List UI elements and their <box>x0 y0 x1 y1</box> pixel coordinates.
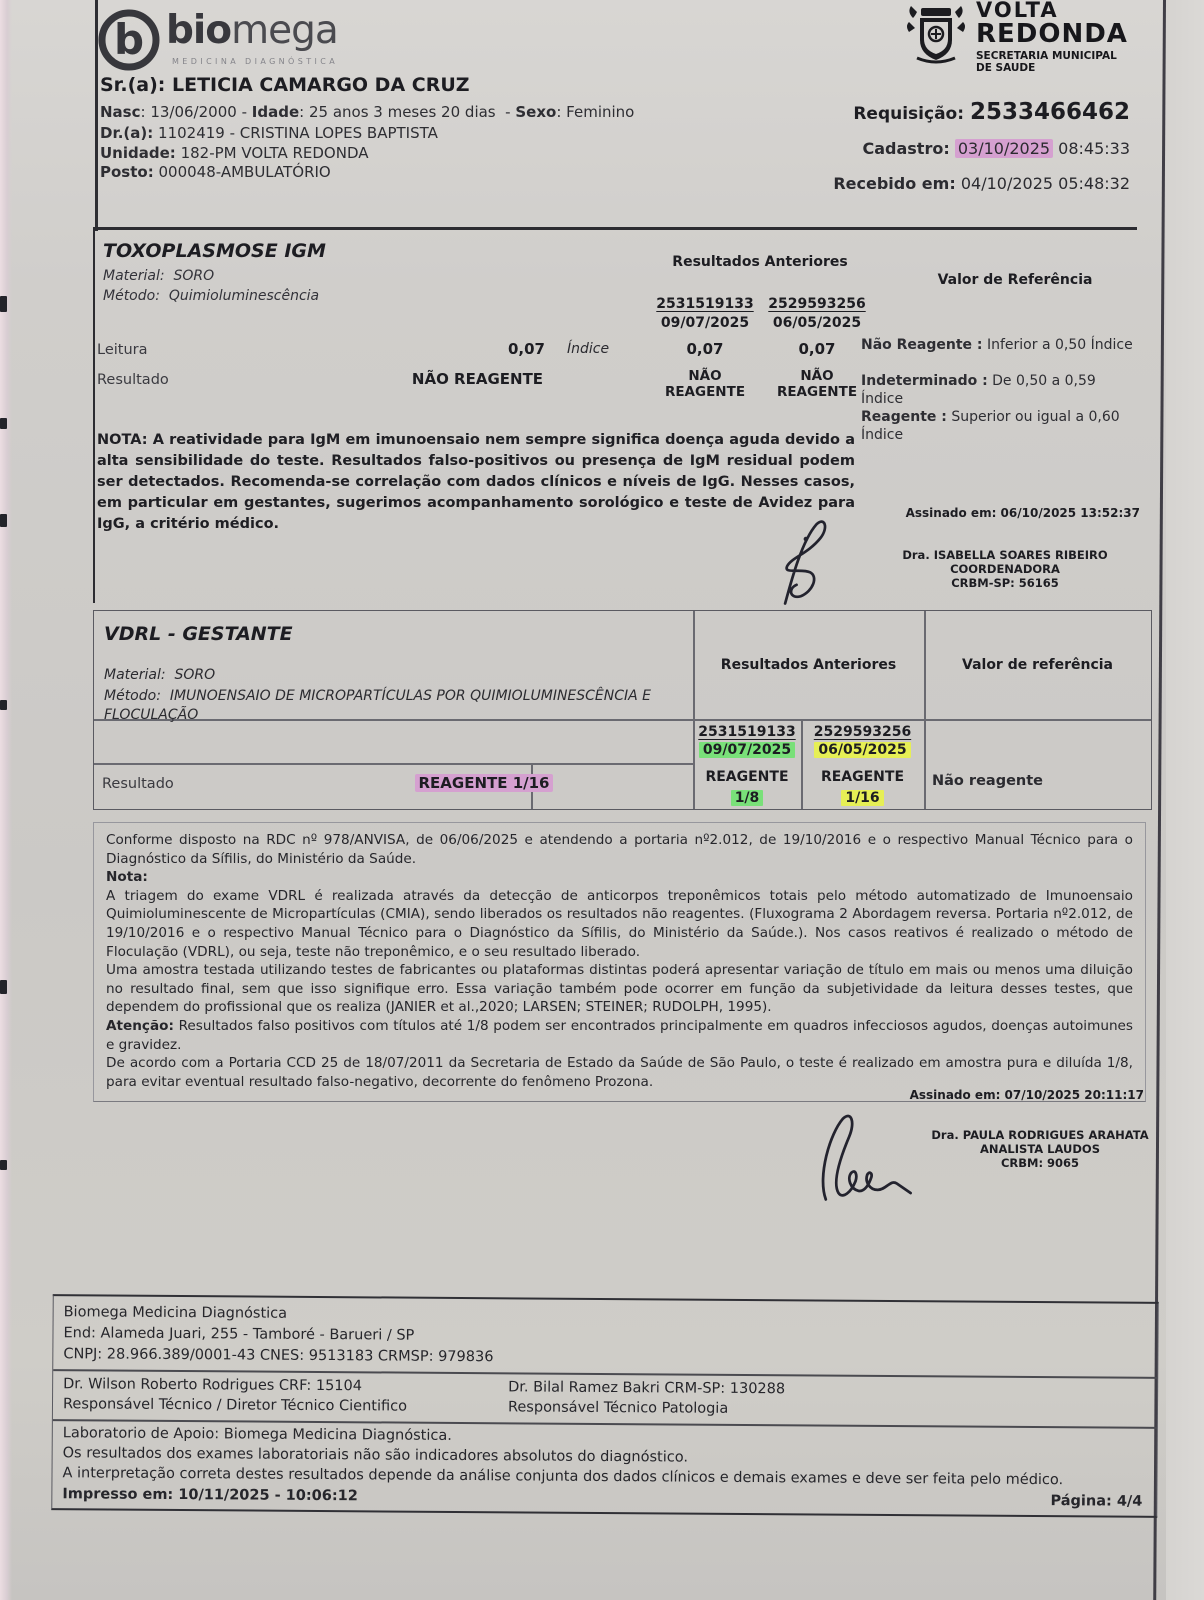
ref3-text: Superior ou igual a 0,60 Índice <box>861 409 1120 443</box>
toxo-leitura-unit: Índice <box>567 341 610 357</box>
toxo-metodo-line <box>103 288 319 304</box>
vdrl-prev2-date <box>801 742 924 758</box>
vdrl-section <box>93 610 1152 810</box>
svg-text:b: b <box>113 15 145 64</box>
patient-name-line <box>100 74 470 96</box>
toxo-ref-header: Valor de Referência <box>937 272 1093 288</box>
cadastro-line <box>862 139 1130 158</box>
toxo-prev-header: Resultados Anteriores <box>672 254 848 270</box>
vdrl-paragraph-4 <box>106 1017 1133 1054</box>
material-value: SORO <box>173 268 215 284</box>
vdrl-prev1-date-highlight: 09/07/2025 <box>699 742 795 758</box>
biomega-logo-icon <box>96 6 162 72</box>
cadastro-time: 08:45:33 <box>1058 139 1130 158</box>
dr-label: Dr.(a): <box>100 124 154 142</box>
footer-resp2-name: Dr. Bilal Ramez Bakri CRM-SP: 130288 <box>508 1379 786 1398</box>
vdrl-resultado-value-highlight: REAGENTE 1/16 <box>415 774 552 792</box>
vdrl-prev-header: Resultados Anteriores <box>720 657 897 673</box>
recebido-line <box>833 174 1130 193</box>
municipality-name-2: REDONDA <box>976 19 1128 49</box>
toxo-prev2-req: 2529593256 <box>768 296 866 312</box>
toxo-signer-block <box>870 548 1140 590</box>
vdrl-prev2-titer-highlight: 1/16 <box>841 790 883 806</box>
vdrl-prev1-titer-wrap <box>693 787 801 806</box>
signer-name: Dra. ISABELLA SOARES RIBEIRO <box>902 548 1108 562</box>
toxo-ref-line-3 <box>861 408 1137 444</box>
toxo-prev1-leitura: 0,07 <box>686 340 724 358</box>
brand-light: mega <box>231 8 338 53</box>
toxoplasmose-section <box>93 227 1140 603</box>
cadastro-label: Cadastro: <box>862 139 950 158</box>
scan-edge-mark <box>0 700 7 710</box>
metodo-value: IMUNOENSAIO DE MICROPARTÍCULAS POR QUIMIOLUMINESCÊNCIA E FLOCULAÇÃO <box>104 688 652 723</box>
vdrl-paragraph-5: De acordo com a Portaria CCD 25 de 18/07/2011 da Secretaria de Estado da Saúde de São Paulo, o teste é realizado em amostra pura e diluída 1/8, para evitar eventual resultado falso-negativo, decorrente do fenômeno Prozona. <box>106 1055 1133 1090</box>
patient-name: LETICIA CAMARGO DA CRUZ <box>171 74 470 96</box>
scan-edge-mark <box>0 1160 7 1170</box>
signature-isabella-icon <box>743 512 873 616</box>
vdrl-notes-block <box>93 822 1146 1102</box>
footer-support-lab: Laboratorio de Apoio: Biomega Medicina Diagnóstica. <box>62 1425 452 1444</box>
toxo-prev1-req: 2531519133 <box>656 296 754 312</box>
ref2-label: Indeterminado : <box>861 373 988 389</box>
material-label: Material: <box>103 268 165 284</box>
requisicao-number: 2533466462 <box>969 99 1130 125</box>
vdrl-signer-block <box>915 1128 1165 1170</box>
metodo-label: Método: <box>104 688 161 704</box>
footer-registry: CNPJ: 28.966.389/0001-43 CNES: 9513183 CRMSP: 979836 <box>63 1346 494 1366</box>
toxo-ref-line-2 <box>861 372 1137 408</box>
toxo-prev2-resultado: NÃO REAGENTE <box>776 368 858 400</box>
municipality-dept-1: SECRETARIA MUNICIPAL <box>976 50 1117 62</box>
posto-value: 000048-AMBULATÓRIO <box>158 163 331 181</box>
idade-value: 25 anos 3 meses 20 dias <box>308 103 496 121</box>
footer-printed-timestamp: Impresso em: 10/11/2025 - 10:06:12 <box>62 1486 358 1505</box>
footer-page-number: Página: 4/4 <box>1050 1493 1143 1510</box>
ref3-label: Reagente : <box>861 409 947 425</box>
vdrl-prev1-date <box>693 742 801 758</box>
toxo-prev1-resultado: NÃO REAGENTE <box>664 368 746 400</box>
volta-redonda-crest-icon <box>903 2 969 64</box>
vdrl-resultado-label: Resultado <box>102 776 174 792</box>
vdrl-title: VDRL - GESTANTE <box>104 623 293 645</box>
scan-edge-mark <box>0 296 7 312</box>
ref1-label: Não Reagente : <box>861 337 983 353</box>
dr-value: 1102419 - CRISTINA LOPES BAPTISTA <box>158 124 438 142</box>
signer-role: COORDENADORA <box>950 562 1060 576</box>
nasc-label: Nasc <box>100 103 141 121</box>
brand-bold: bio <box>166 8 232 53</box>
unidade-value: 182-PM VOLTA REDONDA <box>180 144 369 162</box>
patient-unit-line <box>100 144 369 162</box>
scan-edge-mark <box>0 514 7 527</box>
municipality-block <box>976 0 1128 74</box>
patient-birth-line: Nasc: 13/06/2000 - Idade: 25 anos 3 meses 20 dias - Sexo: Feminino <box>100 103 635 121</box>
requisicao-label: Requisição: <box>853 104 965 124</box>
municipality-dept-2: DE SAUDE <box>976 62 1036 74</box>
toxo-title: TOXOPLASMOSE IGM <box>103 240 326 262</box>
sexo-label: Sexo <box>515 103 557 121</box>
vdrl-prev2-result: REAGENTE <box>820 769 905 785</box>
vdrl-paragraph-2: A triagem do exame VDRL é realizada através da detecção de anticorpos treponêmicos totais pelo método automatizado de Imunoensaio Quimioluminescente de Micropartículas (CMIA), sendo liberados os resultados não reagentes. (Fluxograma 2 Abordagem reversa. Portaria nº2.012, de 19/10/2016 e o respectivo Manual Técnico para o Diagnóstico da Sífilis, do Ministério da Saúde.). Nos casos reativos é realizado o método de Floculação (VDRL), ou seja, teste não treponêmico, e o seu resultado liberado. <box>106 887 1133 960</box>
vdrl-prev1-req: 2531519133 <box>698 724 796 740</box>
signer-registry: CRBM-SP: 56165 <box>951 576 1059 590</box>
toxo-prev2-leitura: 0,07 <box>798 340 836 358</box>
vdrl-prev2-date-highlight: 06/05/2025 <box>814 742 910 758</box>
metodo-value: Quimioluminescência <box>168 288 320 304</box>
toxo-ref-line-1 <box>861 336 1137 354</box>
brand-tagline: MEDICINA DIAGNÓSTICA <box>172 57 339 66</box>
vdrl-paragraph-1: Conforme disposto na RDC nº 978/ANVISA, de 06/06/2025 e atendendo a portaria nº2.012, de 19/10/2016 e o respectivo Manual Técnico para o Diagnóstico da Sífilis, do Ministério da Saúde. <box>106 832 1133 867</box>
patient-post-line <box>100 163 331 181</box>
scan-right-margin <box>1166 0 1204 1600</box>
toxo-resultado-label: Resultado <box>97 372 169 388</box>
cadastro-date-highlight: 03/10/2025 <box>955 139 1053 158</box>
toxo-resultado-value: NÃO REAGENTE <box>411 370 544 388</box>
material-value: SORO <box>174 667 216 683</box>
vdrl-metodo-line <box>104 687 679 725</box>
footer-address: End: Alameda Juari, 255 - Tamboré - Barueri / SP <box>63 1325 415 1344</box>
toxo-signed-timestamp: Assinado em: 06/10/2025 13:52:37 <box>905 506 1140 520</box>
unidade-label: Unidade: <box>100 144 176 162</box>
vdrl-nota-label: Nota: <box>106 869 148 886</box>
toxo-leitura-label: Leitura <box>97 342 148 358</box>
toxo-prev1-date: 09/07/2025 <box>660 315 750 331</box>
footer-resp2-role: Responsável Técnico Patologia <box>507 1399 729 1417</box>
posto-label: Posto: <box>100 163 154 181</box>
scan-left-edge <box>0 0 12 1600</box>
vdrl-left-row-divider <box>94 763 693 765</box>
recebido-value: 04/10/2025 05:48:32 <box>960 174 1130 193</box>
material-label: Material: <box>104 667 166 683</box>
signer-role: ANALISTA LAUDOS <box>980 1142 1100 1156</box>
vdrl-resultado-value-wrap <box>399 773 569 792</box>
vdrl-prev1-result: REAGENTE <box>705 769 789 785</box>
vdrl-prev2-req: 2529593256 <box>813 724 912 740</box>
toxo-nota: NOTA: A reatividade para IgM em imunoensaio nem sempre significa doença aguda devido a alta sensibilidade do teste. Resultados falso-positivos ou presença de IgM residual podem ser detectados. Recomenda-se correlação com dados clínicos e níveis de IgG. Nesses casos, em particular em gestantes, sugerimos acompanhamento sorológico e teste de Avidez para IgG, a critério médico. <box>97 432 855 532</box>
vdrl-atencao-label: Atenção: <box>106 1017 174 1034</box>
footer-lab-name: Biomega Medicina Diagnóstica <box>63 1304 288 1322</box>
scan-edge-mark <box>0 980 7 994</box>
footer-disclaimer-2: A interpretação correta destes resultados depende da análise conjunta dos dados clínicos e demais exames e deve ser feita pelo médico. <box>62 1465 1064 1489</box>
vdrl-col-divider <box>924 611 926 809</box>
footer-block <box>51 1294 1158 1518</box>
ref1-text: Inferior a 0,50 Índice <box>986 337 1133 353</box>
recebido-label: Recebido em: <box>833 174 956 193</box>
metodo-label: Método: <box>103 288 160 304</box>
footer-resp1-name: Dr. Wilson Roberto Rodrigues CRF: 15104 <box>63 1376 363 1395</box>
footer-resp1-role: Responsável Técnico / Diretor Técnico Cientifico <box>62 1396 408 1415</box>
signer-registry: CRBM: 9065 <box>1000 1156 1080 1170</box>
vdrl-prev2-titer-wrap <box>801 787 924 806</box>
sexo-value: Feminino <box>566 103 635 121</box>
ref2-text: De 0,50 a 0,59 Índice <box>861 373 1096 407</box>
vdrl-material-line <box>104 667 215 683</box>
vdrl-prev1-titer-highlight: 1/8 <box>731 790 764 806</box>
toxo-prev2-date: 06/05/2025 <box>772 315 862 331</box>
vdrl-atencao-text: Resultados falso positivos com títulos até 1/8 podem ser encontrados principalmente em quadros infecciosos agudos, doenças autoimunes e gravidez. <box>106 1017 1134 1053</box>
footer-disclaimer-1: Os resultados dos exames laboratoriais não são indicadores absolutos do diagnóstico. <box>62 1445 689 1466</box>
municipality-name-1: VOLTA <box>976 0 1059 22</box>
patient-name-label: Sr.(a): <box>100 74 166 96</box>
scan-edge-mark <box>0 418 7 429</box>
patient-doctor-line <box>100 124 438 142</box>
signer-name: Dra. PAULA RODRIGUES ARAHATA <box>931 1128 1149 1142</box>
requisition-line <box>853 99 1130 125</box>
vdrl-signed-timestamp: Assinado em: 07/10/2025 20:11:17 <box>909 1088 1144 1102</box>
nasc-value: 13/06/2000 <box>150 103 237 121</box>
signature-paula-icon <box>795 1104 935 1210</box>
vdrl-ref-value: Não reagente <box>932 773 1044 789</box>
toxo-material-line <box>103 268 214 284</box>
separator: - <box>241 103 247 121</box>
separator: - <box>505 103 511 121</box>
vdrl-paragraph-3: Uma amostra testada utilizando testes de fabricantes ou plataformas distintas poderá apresentar variação de título em mais ou menos uma diluição no resultado final, sem que isso signifique erro. Essa variação também pode ocorrer em função da subjetividade da leitura desses testes, que dependem do profissional que os realiza (JANIER et al.,2020; LARSEN; STEINER; RUDOLPH, 1995). <box>106 962 1133 1016</box>
vdrl-ref-header: Valor de referência <box>962 657 1113 673</box>
brand-wordmark <box>166 8 338 53</box>
idade-label: Idade <box>251 103 300 121</box>
toxo-leitura-value: 0,07 <box>507 340 545 358</box>
